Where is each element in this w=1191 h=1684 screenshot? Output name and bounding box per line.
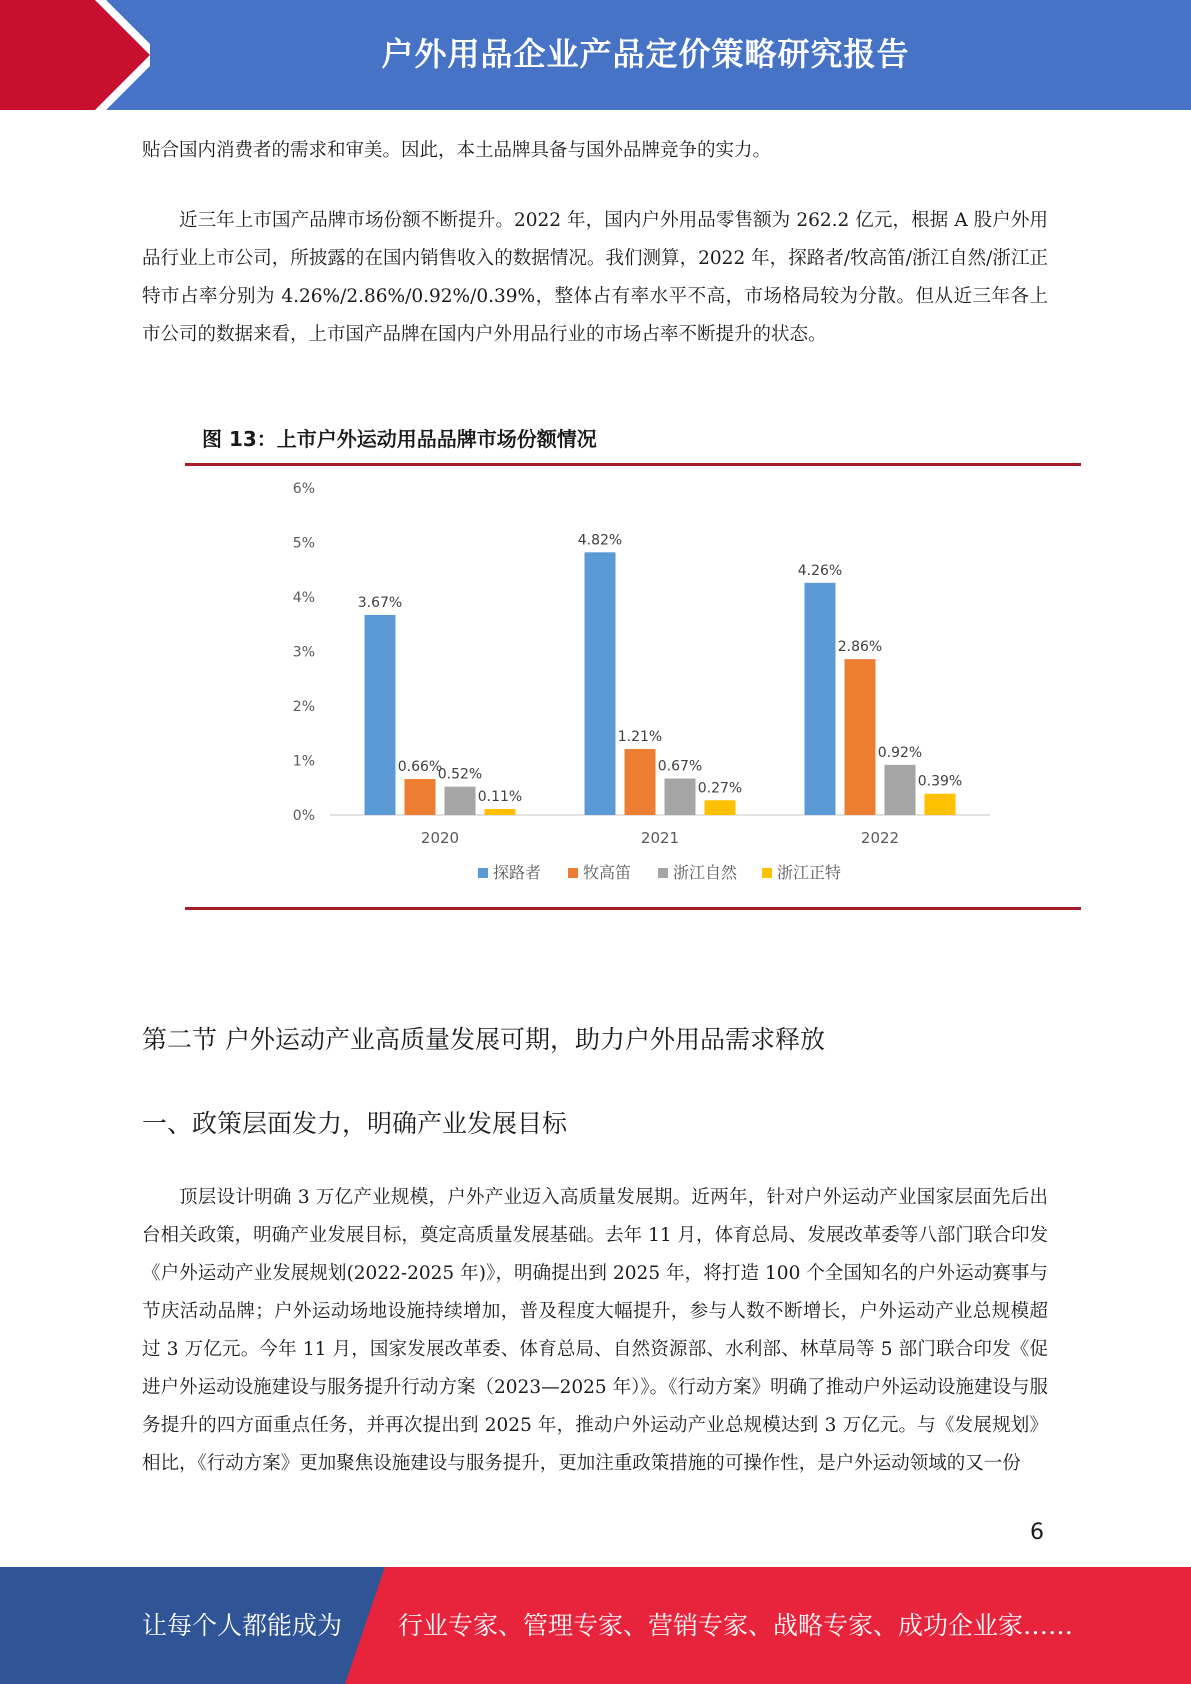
x-tick-label: 2020: [420, 829, 460, 847]
data-label: 0.66%: [397, 759, 443, 776]
y-tick-label: 4%: [292, 590, 315, 606]
bar-探路者-2021: [585, 552, 616, 815]
header-red-arrow: [0, 0, 150, 110]
data-label: 0.11%: [477, 789, 523, 806]
data-label: 4.82%: [577, 532, 623, 549]
legend-label: 牧高笛: [583, 863, 632, 882]
x-tick-label: 2022: [860, 829, 900, 847]
footer-banner: [0, 1567, 1191, 1684]
data-label: 0.92%: [877, 744, 923, 761]
bar-浙江自然-2021: [665, 778, 696, 815]
bar-探路者-2020: [365, 615, 396, 815]
data-label: 0.67%: [657, 758, 703, 775]
y-tick-label: 1%: [292, 753, 315, 770]
data-label: 3.67%: [357, 594, 403, 611]
data-label: 0.39%: [917, 773, 963, 790]
header-banner: [0, 0, 1191, 110]
subsection-heading: 一、政策层面发力，明确产业发展目标: [142, 1109, 568, 1138]
paragraph-policy: 顶层设计明确 3 万亿产业规模，户外产业迈入高质量发展期。近两年，针对户外运动产业国家层面先后出台相关政策，明确产业发展目标，奠定高质量发展基础。去年 11 月，体育总局、发展改革委等八部门联合印发《户外运动产业发展规划(2022-2025 年)》，明确提出到 2025 年，将打造 100 个全国知名的户外运动赛事与节庆活动品牌；户外运动场地设施持续增加，普及程度大幅提升，参与人数不断增长，户外运动产业总规模超过 3 万亿元。今年 11 月，国家发展改革委、体育总局、自然资源部、水利部、林草局等 5 部门联合印发《促进户外运动设施建设与服务提升行动方案（2023—2025 年）》。《行动方案》明确了推动户外运动设施建设与服务提升的四方面重点任务，并再次提出到 2025 年，推动户外运动产业总规模达到 3 万亿元。与《发展规划》相比，《行动方案》更加聚焦设施建设与服务提升，更加注重政策措施的可操作性，是户外运动领域的又一份: [142, 1187, 1048, 1474]
legend-swatch: [762, 868, 772, 878]
bar-探路者-2022: [805, 583, 836, 815]
y-tick-label: 0%: [292, 808, 315, 824]
data-label: 0.52%: [437, 766, 483, 783]
bar-牧高笛-2020: [405, 779, 436, 815]
legend-label: 浙江自然: [673, 863, 738, 882]
bar-浙江正特-2020: [485, 809, 516, 815]
page-number: 6: [1030, 1520, 1044, 1545]
legend-swatch: [658, 868, 668, 878]
y-tick-label: 5%: [292, 535, 315, 552]
market-share-bar-chart: [285, 470, 1025, 900]
bar-浙江正特-2021: [705, 800, 736, 815]
legend-label: 探路者: [493, 863, 542, 882]
data-label: 0.27%: [697, 780, 743, 797]
y-tick-label: 3%: [292, 644, 315, 661]
x-tick-label: 2021: [640, 829, 680, 847]
bar-浙江正特-2022: [925, 794, 956, 815]
bar-浙江自然-2020: [445, 787, 476, 815]
bar-浙江自然-2022: [885, 765, 916, 815]
figure-bottom-rule: [185, 907, 1081, 910]
legend-label: 浙江正特: [777, 863, 842, 882]
section-heading: 第二节 户外运动产业高质量发展可期，助力户外用品需求释放: [142, 1025, 825, 1054]
data-label: 4.26%: [797, 562, 843, 579]
report-title: 户外用品企业产品定价策略研究报告: [381, 35, 910, 73]
figure-title: 图 13：上市户外运动用品品牌市场份额情况: [202, 427, 597, 451]
y-tick-label: 2%: [292, 699, 315, 715]
legend-swatch: [478, 868, 488, 878]
legend-swatch: [568, 868, 578, 878]
bar-牧高笛-2022: [845, 659, 876, 815]
bar-牧高笛-2021: [625, 749, 656, 815]
figure-top-rule: [185, 463, 1081, 466]
data-label: 1.21%: [617, 729, 663, 746]
data-label: 2.86%: [837, 639, 883, 656]
footer-slogan-left: 让每个人都能成为: [142, 1611, 343, 1640]
paragraph-market-share: 近三年上市国产品牌市场份额不断提升。2022 年，国内户外用品零售额为 262.2 亿元，根据 A 股户外用品行业上市公司，所披露的在国内销售收入的数据情况。我们测算，2022 年，探路者/牧高笛/浙江自然/浙江正特市占率分别为 4.26%/2.86%/0.92%/0.39%，整体占有率水平不高，市场格局较为分散。但从近三年各上市公司的数据来看，上市国产品牌在国内户外用品行业的市场占率不断提升的状态。: [142, 210, 1048, 345]
y-tick-label: 6%: [292, 481, 315, 497]
paragraph-intro: 贴合国内消费者的需求和审美。因此，本土品牌具备与国外品牌竞争的实力。: [142, 140, 772, 161]
footer-slogan-right: 行业专家、管理专家、营销专家、战略专家、成功企业家……: [398, 1611, 1074, 1640]
